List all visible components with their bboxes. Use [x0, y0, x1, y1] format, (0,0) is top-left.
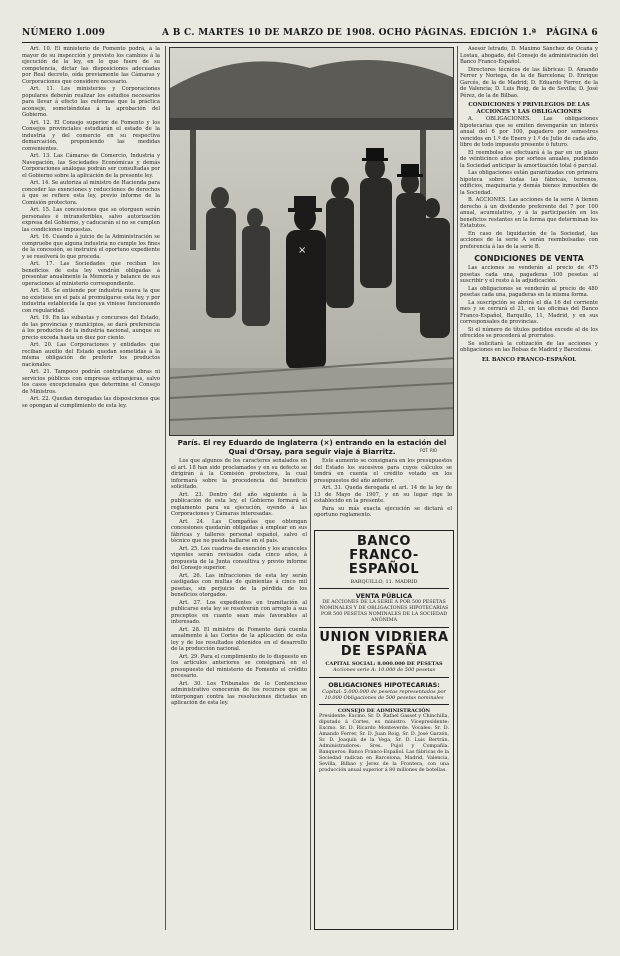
column-2: [171, 458, 307, 928]
paragraph: Art. 12. El Consejo superior de Fomento y los Consejos provinciales estudiarán el estado de la industria y del comercio en su respectiva demarcación, proponiendo las medidas convenientes.: [22, 119, 160, 152]
ad-obligations-text: Capital: 5.000.000 de pesetas representados por 10.000 Obligaciones de 500 pesetas nominales: [322, 688, 446, 701]
news-photograph: [169, 47, 454, 436]
paragraph: Art. 20. Las Corporaciones y entidades que reciban auxilio del Estado quedan sometidas á la misma obligación de preferir los productos nacionales.: [22, 342, 160, 368]
paragraph: Art. 17. Las Sociedades que reciban los beneficios de esta ley vendrán obligadas á presentar anualmente la Memoria y balance de sus operaciones al ministerio correspondiente.: [22, 261, 160, 287]
paragraph: Art. 28. El ministro de Fomento dará cuenta anualmente á las Cortes de la aplicación de esta ley y de los resultados obtenidos en el desarrollo de la producción nacional.: [171, 626, 307, 652]
ad-rule: [319, 677, 449, 678]
column-4: [460, 46, 598, 926]
bank-signature: EL BANCO FRANCO-ESPAÑOL: [481, 356, 577, 363]
paragraph: Art. 25. Los cuadros de exención y los aranceles vigentes serán revisados cada cinco años, á propuesta de la Junta consultiva y previo informe del Consejo superior.: [171, 545, 307, 571]
paragraph: Art. 29. Para el cumplimiento de lo dispuesto en los artículos anteriores se consignará en el presupuesto del ministerio de Fomento el crédito necesario.: [171, 653, 307, 679]
masthead-line: A B C. MARTES 10 DE MARZO DE 1908. OCHO PÁGINAS. EDICIÓN 1.ª: [162, 28, 537, 38]
paragraph: Las obligaciones se venderán al precio de 480 pesetas cada una, pagaderas en la misma forma.: [460, 285, 598, 298]
paragraph: Art. 16. Cuando á juicio de la Administración se compruebe que alguna industria no cumple los fines de la concesión, se instruirá el oportuno expediente y se resolverá lo que proceda.: [22, 234, 160, 260]
ad-sale-heading: VENTA PÚBLICA: [355, 592, 413, 601]
paragraph: Art. 10. El ministerio de Fomento podrá, á la mayor de su inspección y previsto los cambios á la ejecución de la ley, en lo que fuere de su competencia, dictar las disposiciones adecuadas por Real decreto, oída previamente las Cámaras y Corporaciones que considere necesario.: [22, 46, 160, 85]
ad-actions: Acciones serie A: 10.000 de 500 pesetas: [332, 667, 436, 674]
paragraph: A. OBLIGACIONES. Las obligaciones hipotecarias que se emiten devengarán un interés anual del 6 por 100, pagadero por semestres vencidos en 1.º de Enero y 1.º de Julio de cada año, libre de todo impuesto presente ó futuro.: [460, 116, 598, 148]
column-divider: [310, 458, 311, 930]
ad-council-heading: CONSEJO DE ADMINISTRACIÓN: [337, 708, 431, 715]
paragraph: Directores técnicos de las fábricas: D. Amando Ferrer y Noriega, de la de Barcelona; D. Enrique Garcés, de la de Madrid; D. Eduardo Ferrer, de la de Valencia; D. Luis Roig, de la de Sevilla; D. José Pérez, de la de Bilbao.: [460, 66, 598, 99]
paragraph: Art. 23. Dentro del año siguiente á la publicación de esta ley, el Gobierno formará el reglamento para su ejecución, oyendo á las Corporaciones y Cámaras interesadas.: [171, 491, 307, 517]
paragraph: Los que algunos de los caracteres señalados en el art. 18 han sido proclamados y en su defecto se dirigirán á la Comisión protectora, la cual informará sobre la procedencia del beneficio solicitado.: [171, 458, 307, 490]
bank-advertisement: [314, 530, 454, 930]
photo-credit: FOT. RIO: [420, 448, 438, 453]
paragraph: Art. 22. Quedan derogadas las disposiciones que se opongan al cumplimiento de esta ley.: [22, 396, 160, 409]
column-divider: [457, 46, 458, 930]
ad-rule: [319, 588, 449, 589]
svg-text:×: ×: [298, 245, 307, 256]
column-divider: [165, 46, 166, 930]
paragraph: Art. 19. En las subastas y concursos del Estado, de las provincias y municipios, se dará preferencia á los productos de la industria nacional, aunque su precio exceda hasta un diez por ciento.: [22, 315, 160, 341]
ad-sale-text: DE ACCIONES DE LA SERIE A POR 500 PESETAS NOMINALES Y DE OBLIGACIONES HIPOTECARIAS POR 500 PESETAS NOMINALES DE LA SOCIEDAD ANÓNIMA: [319, 600, 449, 624]
paragraph: Art. 18. Se entiende por industria nueva la que no existiese en el país al promulgarse esta ley, y por industria establecida la que ya viniese funcionando con regularidad.: [22, 288, 160, 314]
ad-company-line-2: DE ESPAÑA: [340, 644, 428, 660]
issue-number: NÚMERO 1.009: [22, 28, 106, 38]
ad-rule: [319, 627, 449, 628]
column-1: [22, 46, 160, 926]
paragraph: La suscripción se abrirá el día 16 del corriente mes y se cerrará el 21, en las oficinas del Banco Franco-Español, Barquillo, 11, Madrid, y en sus corresponsales de provincias.: [460, 299, 598, 325]
ad-council-text: Presidente: Excmo. Sr. D. Rafael Gasset y Chinchilla, diputado á Cortes, ex ministro. Vicepresidente: Excmo. Sr. D. Ricardo Monteverde. Vocales: Sr. D. Amando Ferrer, Sr. D. Juan Roig, Sr. D. José Garzón, Sr. D. Joaquín de la Vega, Sr. D. Luis Bertrán. Administradores: Sres. Pujol y Compañía. Banqueros: Banco Franco-Español. Las fábricas de la Sociedad radican en Barcelona, Madrid, Valencia, Sevilla, Bilbao y Jerez de la Frontera, con una producción anual superior á 80 millones de botellas.: [319, 714, 449, 774]
ad-capital: CAPITAL SOCIAL: 8.000.000 DE PESETAS: [325, 661, 443, 668]
paragraph: Asesor letrado, D. Máximo Sánchez de Ocaña y Lostau, abogado, del Consejo de administración del Banco Franco-Español.: [460, 46, 598, 65]
paragraph: Art. 30. Los Tribunales de lo Contencioso administrativo conocerán de los recursos que se interpongan contra las resoluciones dictadas en aplicación de esta ley.: [171, 680, 307, 706]
section-heading: CONDICIONES Y PRIVILEGIOS DE LAS ACCIONES Y LAS OBLIGACIONES: [468, 102, 590, 115]
paragraph: Las acciones se venderán al precio de 475 pesetas cada una, pagaderas 100 pesetas al suscribir y el resto á la adjudicación.: [460, 265, 598, 284]
paragraph: Este aumento se consignará en los presupuestos del Estado los sucesivos para cuyos cálculos se tendrá en cuenta el crédito votado en los presupuestos del año anterior.: [314, 458, 452, 484]
paragraph: Art. 15. Las concesiones que se otorguen serán personales é intransferibles, salvo autorización expresa del Gobierno, y caducarán si no se cumplen las condiciones impuestas.: [22, 207, 160, 233]
ad-company-line-1: UNION VIDRIERA: [319, 630, 449, 646]
header-rule: [22, 42, 598, 43]
paragraph: El reembolso se efectuará á la par en un plazo de veinticinco años por sorteos anuales, pudiendo la Sociedad anticipar la amortización total ó parcial.: [460, 149, 598, 169]
ad-rule: [319, 704, 449, 705]
ad-title-line-1: BANCO: [357, 534, 411, 549]
paragraph: Art. 27. Los expedientes en tramitación al publicarse esta ley se resolverán con arreglo á sus preceptos en cuanto sean más favorables al interesado.: [171, 599, 307, 625]
paragraph: Las obligaciones están garantizadas con primera hipoteca sobre todas las fábricas, terrenos, edificios, maquinaria y demás bienes inmuebles de la Sociedad.: [460, 170, 598, 196]
ad-address: BARQUILLO, 11. MADRID: [350, 579, 418, 585]
paragraph: Si el número de títulos pedidos excede al de los ofrecidos se procederá al prorrateo.: [460, 326, 598, 339]
photo-caption: París. El rey Eduardo de Inglaterra (×) entrando en la estación del Quai d'Orsay, para seguir viaje á Biarritz.: [177, 438, 447, 456]
ad-obligations-heading: OBLIGACIONES HIPOTECARIAS:: [328, 680, 440, 689]
paragraph: Art. 26. Las infracciones de esta ley serán castigadas con multas de quinientas á cinco mil pesetas, sin perjuicio de la pérdida de los beneficios otorgados.: [171, 572, 307, 598]
page-number: PÁGINA 6: [546, 28, 598, 38]
paragraph: Art. 21. Tampoco podrán contratarse obras ni servicios públicos con empresas extranjeras, salvo los casos excepcionales que determine el Consejo de Ministros.: [22, 369, 160, 395]
paragraph: Se solicitará la cotización de las acciones y obligaciones en las Bolsas de Madrid y Barcelona.: [460, 340, 598, 353]
paragraph: Art. 13. Las Cámaras de Comercio, Industria y Navegación, las Sociedades Económicas y demás Corporaciones análogas podrán ser consultadas por el Gobierno sobre la aplicación de la presente ley.: [22, 153, 160, 179]
paragraph: Art. 24. Las Compañías que obtengan concesiones quedarán obligadas á emplear en sus fábricas y talleres personal español, salvo el técnico que no pueda hallarse en el país.: [171, 518, 307, 544]
section-heading-sale-conditions: CONDICIONES DE VENTA: [474, 254, 584, 263]
paragraph: Para su más exacta ejecución se dictará el oportuno reglamento.: [314, 505, 452, 518]
paragraph: En caso de liquidación de la Sociedad, las acciones de la serie A serán reembolsadas con preferencia á las de la serie B.: [460, 230, 598, 250]
paragraph: Art. 11. Los ministerios y Corporaciones populares deberán realizar los estudios necesarios para llevar á efecto las reformas que la práctica aconseje, sometiéndolas á la aprobación del Gobierno.: [22, 86, 160, 118]
paragraph: Art. 14. Se autoriza al ministro de Hacienda para conceder las exenciones y reducciones de derechos á que se refiere esta ley, previo informe de la Comisión protectora.: [22, 180, 160, 206]
ad-title-line-2: FRANCO-ESPAÑOL: [348, 548, 420, 577]
paragraph: B. ACCIONES. Las acciones de la serie A tienen derecho á un dividendo preferente del 7 por 100 anual, acumulativo, y á la participación en los beneficios restantes en la forma que determinan los Estatutos.: [460, 197, 598, 229]
column-3: [314, 458, 452, 528]
paragraph: Art. 31. Queda derogada el art. 14 de la ley de 13 de Mayo de 1907, y en su lugar rige lo establecido en la presente.: [314, 485, 452, 504]
page-header: [22, 28, 598, 42]
